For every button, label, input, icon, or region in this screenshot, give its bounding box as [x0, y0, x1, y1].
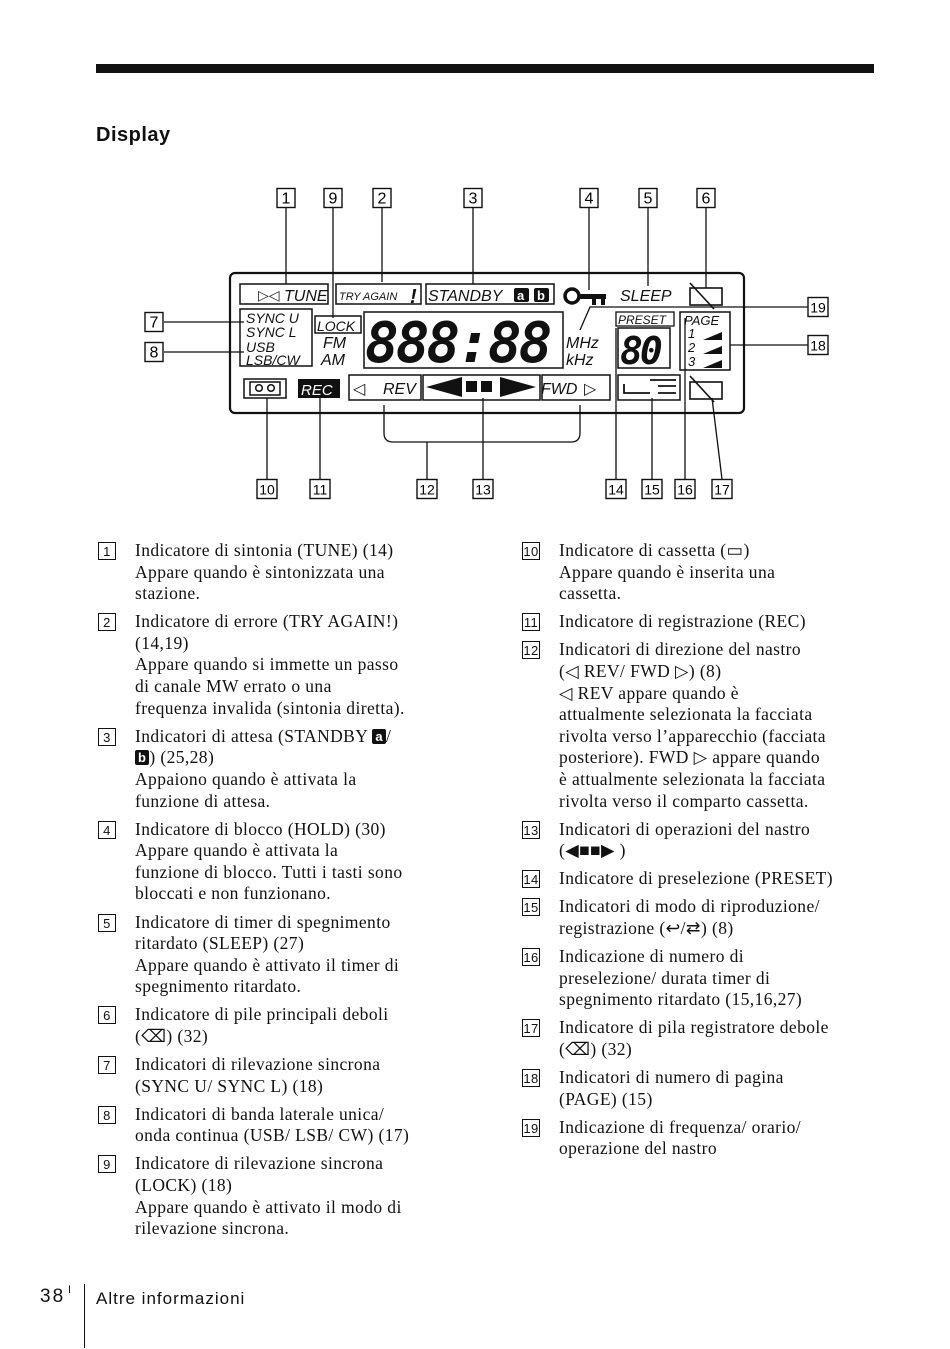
callout-number-7: 7: [149, 314, 159, 332]
legend-line: onda continua (USB/ LSB/ CW) (17): [135, 1125, 410, 1146]
legend-line: funzione di attesa.: [135, 790, 271, 811]
legend-entry-17: [522, 1017, 882, 1060]
legend-line: rilevazione sincrona.: [135, 1218, 290, 1239]
legend-entry-14: [522, 868, 882, 890]
callout-number-11: 11: [312, 481, 328, 498]
footer-section: Altre informazioni: [96, 1289, 246, 1308]
legend-line: (⌫) (32): [559, 1038, 633, 1059]
legend-entry-8: [98, 1104, 458, 1147]
lcd-sleep: SLEEP: [620, 288, 672, 305]
legend-line: Indicatori di banda laterale unica/: [135, 1103, 385, 1124]
callout-number-10: 10: [259, 481, 275, 498]
legend-line: (⌫) (32): [135, 1025, 209, 1046]
callout-number-4: 4: [584, 190, 594, 208]
lcd-lock: LOCK: [317, 318, 356, 334]
legend-line: operazione del nastro: [559, 1138, 718, 1159]
legend-line: Appare quando è sintonizzata una: [135, 561, 385, 582]
legend-line: Indicatore di blocco (HOLD) (30): [135, 818, 386, 839]
deck-b-badge: b: [135, 750, 149, 765]
legend-entry-10: [522, 540, 882, 605]
lcd-try-again-mark: !: [410, 286, 417, 308]
legend-line: Appaiono quando è attivata la: [135, 768, 357, 789]
callout-number-9: 9: [328, 190, 338, 208]
lcd-contents: [240, 283, 730, 402]
legend-number: 4: [98, 821, 116, 839]
legend-entry-1: [98, 540, 458, 605]
legend-number: 1: [98, 542, 116, 560]
legend-number: 19: [523, 1120, 539, 1136]
legend-line: spegnimento ritardato (15,16,27): [559, 989, 803, 1010]
legend-number: 6: [98, 1006, 116, 1024]
legend-line: è attualmente selezionata la facciata: [559, 768, 826, 789]
legend-entry-11: [522, 611, 882, 633]
lcd-sync-u: SYNC U: [246, 310, 299, 326]
legend-entry-12: [522, 639, 882, 812]
lcd-khz: kHz: [566, 352, 594, 369]
legend-number: 3: [98, 728, 116, 746]
display-diagram: [0, 0, 950, 520]
legend-line: (PAGE) (15): [559, 1088, 653, 1109]
legend-line: funzione di blocco. Tutti i tasti sono: [135, 861, 403, 882]
legend-line: posteriore). FWD ▷ appare quando: [559, 747, 820, 768]
lcd-page-1: 1: [688, 326, 696, 341]
legend-line: Indicatore di rilevazione sincrona: [135, 1153, 384, 1174]
legend-line: Indicatori di modo di riproduzione/: [559, 896, 820, 917]
legend-entry-7: [98, 1054, 458, 1097]
lcd-page-2: 2: [688, 340, 696, 355]
tape-play-icon: [500, 377, 536, 397]
lcd-preset-digits: 80: [620, 329, 660, 373]
legend-number: 9: [98, 1155, 116, 1173]
legend-entry-6: [98, 1004, 458, 1047]
lcd-mhz: MHz: [566, 335, 599, 352]
section-heading: Display: [96, 124, 171, 146]
legend-line: Indicatori di rilevazione sincrona: [135, 1054, 381, 1075]
legend-line: Indicazione di numero di: [559, 946, 745, 967]
lcd-try-again: TRY AGAIN: [339, 291, 398, 303]
callout-number-8: 8: [149, 344, 159, 362]
legend-line: attualmente selezionata la facciata: [559, 704, 813, 725]
legend-line: (◁ REV/ FWD ▷) (8): [559, 660, 722, 681]
tape-rewind-icon: [426, 377, 462, 397]
legend-number: 10: [523, 544, 539, 559]
legend-number: 13: [523, 822, 539, 838]
lcd-rev: REV: [383, 381, 416, 398]
right-column: [522, 540, 882, 1166]
recorder-battery-icon: [690, 376, 722, 402]
callout-number-6: 6: [701, 190, 711, 208]
legend-line: Indicatori di numero di pagina: [559, 1067, 784, 1088]
legend-line: (14,19): [135, 632, 189, 653]
legend-line: rivolta verso il comparto cassetta.: [559, 790, 809, 811]
lcd-page-3: 3: [688, 354, 696, 369]
legend-line: Appare quando è attivato il modo di: [135, 1196, 402, 1217]
legend-line: Indicazione di frequenza/ orario/: [559, 1116, 802, 1137]
legend-line: rivolta verso l’apparecchio (facciata: [559, 725, 826, 746]
legend-line: registrazione (↩/⇄) (8): [559, 918, 734, 938]
legend-line: cassetta.: [559, 583, 622, 604]
callout-number-15: 15: [644, 481, 660, 498]
legend-entry-16: [522, 946, 882, 1011]
legend-line: Indicatore di pila registratore debole: [559, 1017, 829, 1038]
legend-line: ◁ REV appare quando è: [559, 682, 739, 703]
hold-key-icon: [565, 289, 606, 305]
callout-number-3: 3: [468, 190, 478, 208]
lcd-sync-l: SYNC L: [246, 324, 297, 340]
page-number: 38: [40, 1286, 66, 1307]
legend-line: Indicatore di cassetta (▭): [559, 540, 750, 560]
legend-entry-3: [98, 726, 458, 812]
legend-line: Indicatori di attesa (STANDBY a /: [135, 725, 392, 746]
legend-number: 12: [523, 643, 539, 659]
legend-line: Indicatore di errore (TRY AGAIN!): [135, 611, 399, 632]
legend-line: stazione.: [135, 583, 201, 604]
legend-line: Indicatore di timer di spegnimento: [135, 911, 391, 932]
legend-line: Appare quando è inserita una: [559, 561, 776, 582]
callout-number-13: 13: [475, 481, 491, 498]
legend-line: bloccati e non funzionano.: [135, 883, 332, 904]
legend-entry-5: [98, 912, 458, 998]
legend-line: Indicatore di preselezione (PRESET): [559, 868, 833, 889]
legend-line: Appare quando si immette un passo: [135, 654, 399, 675]
legend-entry-18: [522, 1067, 882, 1110]
left-column: [98, 540, 458, 1246]
legend-line: di canale MW errato o una: [135, 676, 332, 697]
legend-entry-19: [522, 1117, 882, 1160]
callout-number-16: 16: [677, 481, 693, 498]
legend-number: 11: [523, 615, 539, 631]
tune-indicator-icon: ▷◁: [258, 287, 280, 303]
legend-number: 2: [98, 613, 116, 631]
cassette-icon: [250, 382, 280, 395]
legend-line: preselezione/ durata timer di: [559, 967, 771, 988]
callout-number-5: 5: [643, 190, 653, 208]
repeat-mode-icon: [624, 380, 676, 393]
page-suffix: I: [68, 1284, 72, 1296]
lcd-lsb-cw: LSB/CW: [246, 352, 300, 368]
legend-line: Appare quando è attivato il timer di: [135, 954, 400, 975]
lcd-tune: TUNE: [284, 288, 328, 305]
lcd-fm: FM: [323, 335, 347, 352]
lcd-main-digits: 888:88: [365, 311, 550, 376]
legend-entry-2: [98, 611, 458, 719]
rev-arrow-icon: ◁: [353, 381, 366, 398]
legend-number: 15: [523, 900, 539, 916]
lcd-rec: REC: [301, 382, 333, 399]
legend-line: (◀■■▶ ): [559, 840, 626, 861]
callout-number-2: 2: [377, 190, 387, 208]
fwd-arrow-icon: ▷: [584, 381, 597, 398]
deck-a-badge: a: [372, 729, 386, 744]
legend-number: 14: [523, 872, 539, 888]
callout-number-17: 17: [714, 481, 730, 498]
footer-rule: [84, 1284, 85, 1348]
lcd-usb: USB: [246, 339, 275, 355]
legend-line: (SYNC U/ SYNC L) (18): [135, 1075, 324, 1096]
legend-number: 5: [98, 914, 116, 932]
callout-number-14: 14: [608, 481, 624, 498]
legend-line: Indicatore di pile principali deboli: [135, 1004, 389, 1025]
lcd-page: PAGE: [684, 313, 720, 328]
legend-line: Indicatore di sintonia (TUNE) (14): [135, 540, 394, 560]
legend-number: 16: [523, 950, 539, 966]
legend-entry-13: [522, 819, 882, 862]
lcd-preset: PRESET: [618, 313, 667, 327]
legend-line: frequenza invalida (sintonia diretta).: [135, 697, 405, 718]
callout-number-19: 19: [810, 299, 826, 316]
legend-entry-9: [98, 1153, 458, 1239]
legend-number: 7: [98, 1056, 116, 1074]
legend-line: (LOCK) (18): [135, 1175, 233, 1196]
callout-number-1: 1: [281, 190, 291, 208]
legend-line: Appare quando è attivata la: [135, 840, 339, 861]
legend-line: spegnimento ritardato.: [135, 976, 302, 997]
legend-number: 17: [523, 1021, 539, 1037]
legend-entry-4: [98, 819, 458, 905]
lcd-fwd: FWD: [541, 381, 578, 398]
legend-line: Indicatori di operazioni del nastro: [559, 818, 811, 839]
lcd-deck-b: b: [537, 288, 545, 303]
legend-number: 8: [98, 1106, 116, 1124]
legend-number: 18: [523, 1071, 539, 1087]
legend-line: ritardato (SLEEP) (27): [135, 933, 305, 954]
legend-line: b ) (25,28): [135, 747, 458, 769]
lcd-deck-a: a: [517, 288, 525, 303]
legend-line: Indicatore di registrazione (REC): [559, 611, 806, 632]
legend-entry-15: [522, 896, 882, 939]
lcd-am: AM: [321, 352, 345, 369]
legend-line: Indicatori di direzione del nastro: [559, 639, 801, 660]
callout-number-18: 18: [810, 337, 826, 354]
callout-number-12: 12: [419, 481, 435, 498]
lcd-standby: STANDBY: [428, 288, 503, 305]
